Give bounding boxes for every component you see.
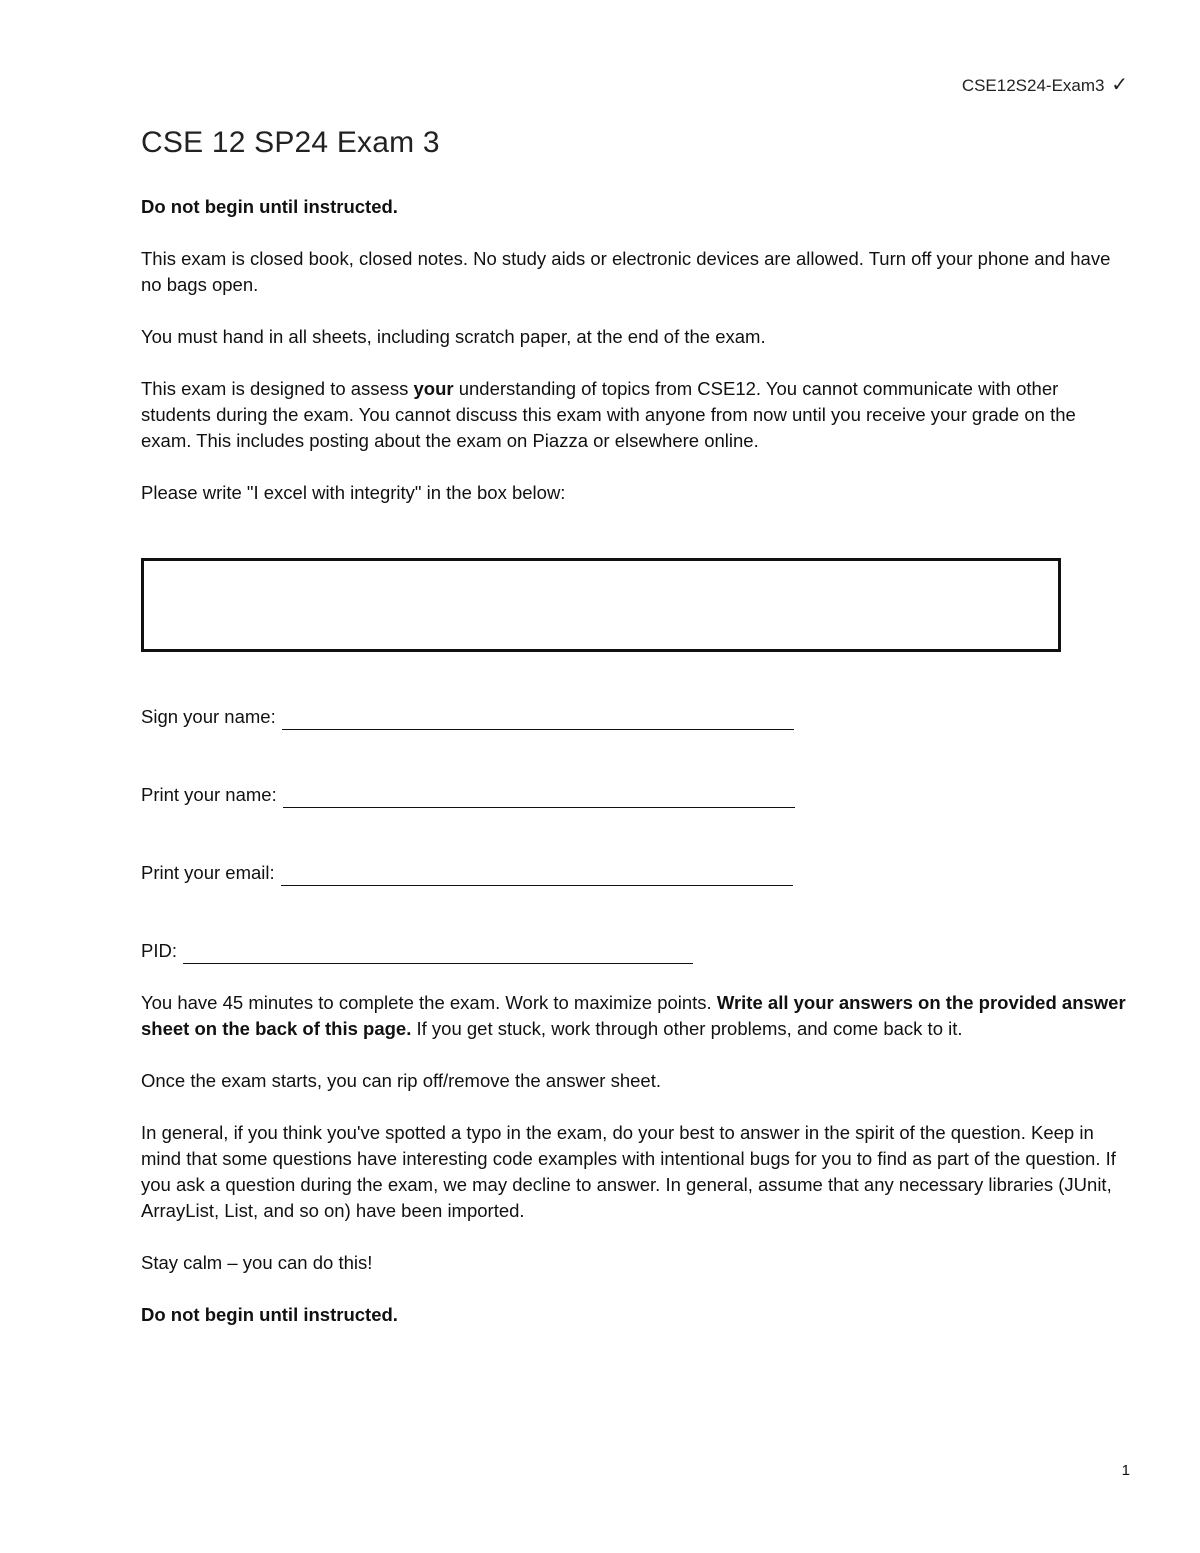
- pid-label: PID:: [141, 940, 177, 961]
- email-field: [141, 860, 1131, 886]
- page-title: CSE 12 SP24 Exam 3: [141, 126, 440, 159]
- answer-sheet-notice: Once the exam starts, you can rip off/remove the answer sheet.: [141, 1070, 661, 1091]
- stay-calm-text: Stay calm – you can do this!: [141, 1252, 373, 1273]
- print-name-line[interactable]: [283, 789, 795, 808]
- email-line[interactable]: [281, 867, 793, 886]
- assess-text-bold: your: [413, 378, 454, 399]
- time-text-bold: Write all your answers on the provided answer sheet on the back of this page.: [141, 992, 1126, 1039]
- closed-book-notice: This exam is closed book, closed notes. No study aids or electronic devices are allowed. Turn off your phone and have no bags open.: [141, 248, 1111, 295]
- assessment-notice: [141, 376, 1131, 454]
- sign-name-line[interactable]: [282, 711, 794, 730]
- sign-name-label: Sign your name:: [141, 706, 276, 727]
- hand-in-notice: You must hand in all sheets, including scratch paper, at the end of the exam.: [141, 326, 766, 347]
- warning-bottom: Do not begin until instructed.: [141, 1304, 398, 1325]
- print-name-field: [141, 782, 1131, 808]
- pid-field: [141, 938, 1131, 964]
- warning-top: Do not begin until instructed.: [141, 196, 398, 217]
- typo-notice: In general, if you think you've spotted a typo in the exam, do your best to answer in the spirit of the question. Keep in mind that some questions have interesting code examples with intentional bugs for you to find as part of the question. If you ask a question during the exam, we may decline to answer. In general, assume that any necessary libraries (JUnit, ArrayList, List, and so on) have been imported.: [141, 1122, 1116, 1221]
- time-text-before: You have 45 minutes to complete the exam. Work to maximize points.: [141, 992, 717, 1013]
- email-label: Print your email:: [141, 862, 275, 883]
- print-name-label: Print your name:: [141, 784, 277, 805]
- assess-text-after: understanding of topics from CSE12. You cannot communicate with other students during the exam. You cannot discuss this exam with anyone from now until you receive your grade on the exam. This includes posting about the exam on Piazza or elsewhere online.: [141, 378, 1076, 451]
- document-header: [962, 72, 1128, 97]
- exam-cover-page: [141, 126, 1131, 1354]
- time-instructions: [141, 990, 1131, 1042]
- assess-text-before: This exam is designed to assess: [141, 378, 414, 399]
- pid-line[interactable]: [183, 945, 693, 964]
- integrity-prompt: Please write "I excel with integrity" in the box below:: [141, 482, 566, 503]
- time-text-after: If you get stuck, work through other problems, and come back to it.: [411, 1018, 963, 1039]
- checkmark-icon: ✓: [1111, 74, 1128, 96]
- document-id: CSE12S24-Exam3: [961, 76, 1105, 95]
- sign-name-field: [141, 704, 1131, 730]
- page-number: 1: [1121, 1462, 1130, 1479]
- integrity-statement-box[interactable]: [141, 558, 1061, 652]
